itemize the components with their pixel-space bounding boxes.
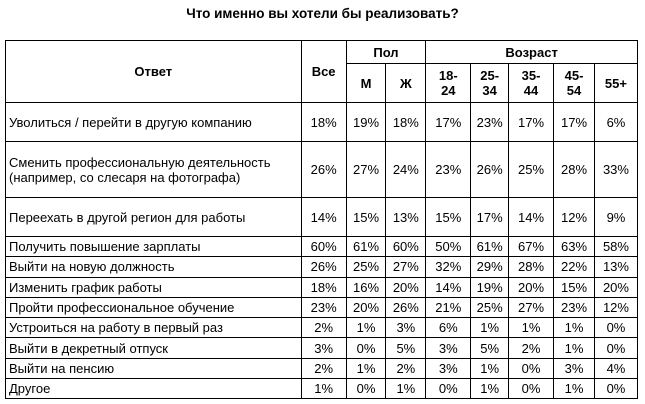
row-value: 12% <box>554 198 595 237</box>
row-value: 12% <box>594 297 637 317</box>
table-row <box>6 297 638 317</box>
row-value: 24% <box>386 142 426 198</box>
row-value: 13% <box>386 198 426 237</box>
row-value: 23% <box>301 297 346 317</box>
row-value: 23% <box>426 142 471 198</box>
header-age-group: Возраст <box>426 41 638 64</box>
row-value: 26% <box>386 297 426 317</box>
row-value: 67% <box>508 237 553 257</box>
row-label: Переехать в другой регион для работы <box>6 198 302 237</box>
row-value: 0% <box>594 318 637 338</box>
row-label: Другое <box>6 379 302 399</box>
row-value: 0% <box>508 379 553 399</box>
row-value: 19% <box>346 103 386 142</box>
row-value: 0% <box>508 358 553 378</box>
row-value: 1% <box>554 379 595 399</box>
row-value: 1% <box>346 318 386 338</box>
header-gender-m: М <box>346 64 386 103</box>
row-value: 3% <box>426 338 471 358</box>
row-value: 13% <box>594 257 637 277</box>
row-value: 1% <box>471 358 509 378</box>
table-row <box>6 318 638 338</box>
table-row <box>6 103 638 142</box>
row-value: 2% <box>301 358 346 378</box>
row-value: 3% <box>426 358 471 378</box>
row-value: 17% <box>508 103 553 142</box>
row-value: 6% <box>426 318 471 338</box>
row-value: 20% <box>346 297 386 317</box>
row-label: Сменить профессиональную деятельность (например, со слесаря на фотографа) <box>6 142 302 198</box>
row-value: 20% <box>386 277 426 297</box>
row-label: Пройти профессиональное обучение <box>6 297 302 317</box>
row-value: 17% <box>471 198 509 237</box>
row-value: 61% <box>346 237 386 257</box>
row-value: 20% <box>594 277 637 297</box>
row-value: 21% <box>426 297 471 317</box>
header-all: Все <box>301 41 346 103</box>
table-body <box>6 103 638 399</box>
table-row <box>6 237 638 257</box>
row-value: 1% <box>508 318 553 338</box>
table-row <box>6 277 638 297</box>
table-row <box>6 358 638 378</box>
row-value: 0% <box>346 379 386 399</box>
row-label: Выйти на новую должность <box>6 257 302 277</box>
row-value: 1% <box>554 318 595 338</box>
row-value: 23% <box>554 297 595 317</box>
row-value: 9% <box>594 198 637 237</box>
row-value: 1% <box>471 379 509 399</box>
row-value: 2% <box>508 338 553 358</box>
row-value: 3% <box>386 318 426 338</box>
row-value: 0% <box>594 379 637 399</box>
header-gender-f: Ж <box>386 64 426 103</box>
table-row <box>6 142 638 198</box>
row-value: 63% <box>554 237 595 257</box>
table-row <box>6 338 638 358</box>
row-value: 15% <box>554 277 595 297</box>
row-value: 0% <box>426 379 471 399</box>
header-age-55plus: 55+ <box>594 64 637 103</box>
table-row <box>6 198 638 237</box>
row-value: 0% <box>594 338 637 358</box>
table-row <box>6 257 638 277</box>
row-value: 27% <box>346 142 386 198</box>
row-value: 4% <box>594 358 637 378</box>
row-label: Изменить график работы <box>6 277 302 297</box>
header-age-35-44: 35- 44 <box>508 64 553 103</box>
row-value: 26% <box>471 142 509 198</box>
row-value: 5% <box>471 338 509 358</box>
row-value: 16% <box>346 277 386 297</box>
row-value: 25% <box>508 142 553 198</box>
row-value: 0% <box>346 338 386 358</box>
row-value: 2% <box>386 358 426 378</box>
row-value: 28% <box>508 257 553 277</box>
row-value: 29% <box>471 257 509 277</box>
row-value: 3% <box>301 338 346 358</box>
row-value: 2% <box>301 318 346 338</box>
row-value: 33% <box>594 142 637 198</box>
row-value: 20% <box>508 277 553 297</box>
table-row <box>6 379 638 399</box>
row-value: 6% <box>594 103 637 142</box>
results-table <box>5 40 638 399</box>
row-value: 17% <box>554 103 595 142</box>
row-label: Выйти на пенсию <box>6 358 302 378</box>
row-value: 1% <box>386 379 426 399</box>
header-age-25-34: 25- 34 <box>471 64 509 103</box>
row-value: 22% <box>554 257 595 277</box>
row-value: 58% <box>594 237 637 257</box>
row-value: 1% <box>554 338 595 358</box>
row-value: 60% <box>301 237 346 257</box>
row-value: 15% <box>426 198 471 237</box>
row-value: 1% <box>471 318 509 338</box>
row-value: 32% <box>426 257 471 277</box>
row-value: 50% <box>426 237 471 257</box>
row-value: 19% <box>471 277 509 297</box>
row-value: 14% <box>426 277 471 297</box>
row-label: Устроиться на работу в первый раз <box>6 318 302 338</box>
row-label: Уволиться / перейти в другую компанию <box>6 103 302 142</box>
row-value: 27% <box>386 257 426 277</box>
row-value: 61% <box>471 237 509 257</box>
header-age-18-24: 18- 24 <box>426 64 471 103</box>
row-value: 18% <box>386 103 426 142</box>
header-answer: Ответ <box>6 41 302 103</box>
row-value: 1% <box>301 379 346 399</box>
row-value: 3% <box>554 358 595 378</box>
row-value: 26% <box>301 142 346 198</box>
row-value: 25% <box>346 257 386 277</box>
row-value: 17% <box>426 103 471 142</box>
row-value: 14% <box>301 198 346 237</box>
row-value: 5% <box>386 338 426 358</box>
row-value: 14% <box>508 198 553 237</box>
row-value: 18% <box>301 277 346 297</box>
row-value: 23% <box>471 103 509 142</box>
row-value: 25% <box>471 297 509 317</box>
row-value: 28% <box>554 142 595 198</box>
header-age-45-54: 45- 54 <box>554 64 595 103</box>
row-value: 60% <box>386 237 426 257</box>
row-label: Выйти в декретный отпуск <box>6 338 302 358</box>
page-title: Что именно вы хотели бы реализовать? <box>186 6 459 21</box>
row-value: 1% <box>346 358 386 378</box>
row-value: 27% <box>508 297 553 317</box>
row-label: Получить повышение зарплаты <box>6 237 302 257</box>
row-value: 18% <box>301 103 346 142</box>
row-value: 15% <box>346 198 386 237</box>
row-value: 26% <box>301 257 346 277</box>
header-gender-group: Пол <box>346 41 426 64</box>
